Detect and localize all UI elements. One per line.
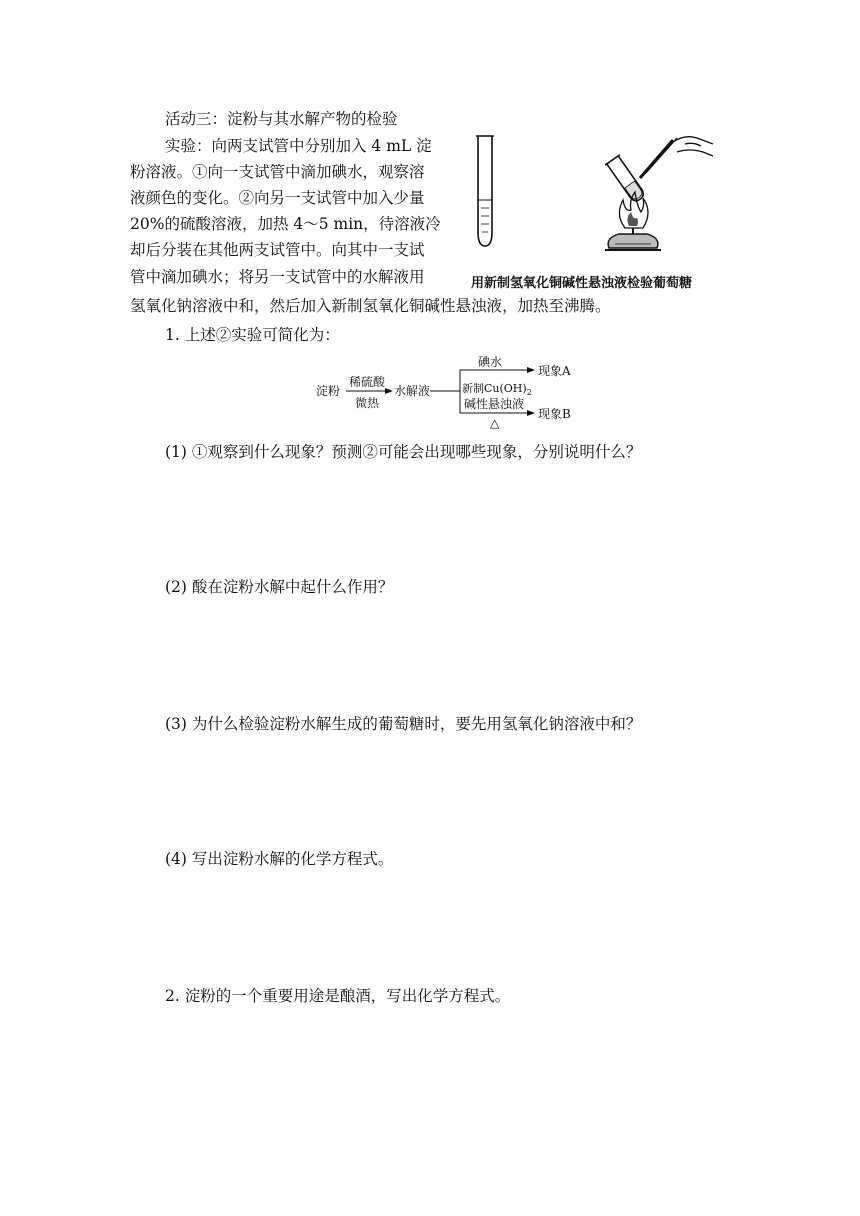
- flow-result-b: 现象B: [538, 407, 571, 421]
- flow-arrows: [340, 355, 540, 425]
- flow-arrow1-bottom: 微热: [355, 396, 380, 410]
- flow-branch-b-top1: 新制$Cu(OH)_2$: [462, 382, 532, 398]
- experiment-line-1: 实验：向两支试管中分别加入 4 mL 淀: [165, 137, 432, 155]
- experiment-line-4: 20%的硫酸溶液，加热 4～5 min，待溶液冷: [130, 215, 441, 233]
- question-3: (3) 为什么检验淀粉水解生成的葡萄糖时，要先用氢氧化钠溶液中和？: [165, 715, 642, 733]
- flow-middle: 水解液: [394, 384, 431, 398]
- question-2: (2) 酸在淀粉水解中起什么作用？: [165, 578, 394, 596]
- flow-branch-b-bottom: △: [490, 416, 500, 430]
- flow-branch-b-top2: 碱性悬浊液: [464, 397, 525, 411]
- heating-apparatus-illustration: [585, 130, 720, 260]
- experiment-line-2: 粉溶液。①向一支试管中滴加碘水，观察溶: [130, 163, 425, 181]
- experiment-line-3: 液颜色的变化。②向另一支试管中加入少量: [130, 189, 425, 207]
- experiment-line-5: 却后分装在其他两支试管中。向其中一支试: [130, 241, 425, 259]
- main-question-2: 2. 淀粉的一个重要用途是酿酒，写出化学方程式。: [165, 987, 511, 1005]
- activity-title: 活动三：淀粉与其水解产物的检验: [165, 110, 398, 128]
- flow-start: 淀粉: [316, 384, 341, 398]
- flow-result-a: 现象A: [538, 364, 571, 378]
- figure-caption: 用新制氢氧化铜碱性悬浊液检验葡萄糖: [471, 276, 693, 291]
- experiment-line-6: 管中滴加碘水；将另一支试管中的水解液用: [130, 268, 425, 286]
- test-tube-illustration: [470, 132, 500, 252]
- question-1: (1) ①观察到什么现象？预测②可能会出现哪些现象，分别说明什么？: [165, 443, 642, 461]
- question-4: (4) 写出淀粉水解的化学方程式。: [165, 850, 394, 868]
- flow-arrow1-top: 稀硫酸: [349, 375, 386, 389]
- flow-branch-a-top: 碘水: [478, 355, 503, 369]
- q1-intro: 1. 上述②实验可简化为：: [165, 326, 340, 344]
- experiment-line-7: 氢氧化钠溶液中和，然后加入新制氢氧化铜碱性悬浊液，加热至沸腾。: [130, 297, 611, 315]
